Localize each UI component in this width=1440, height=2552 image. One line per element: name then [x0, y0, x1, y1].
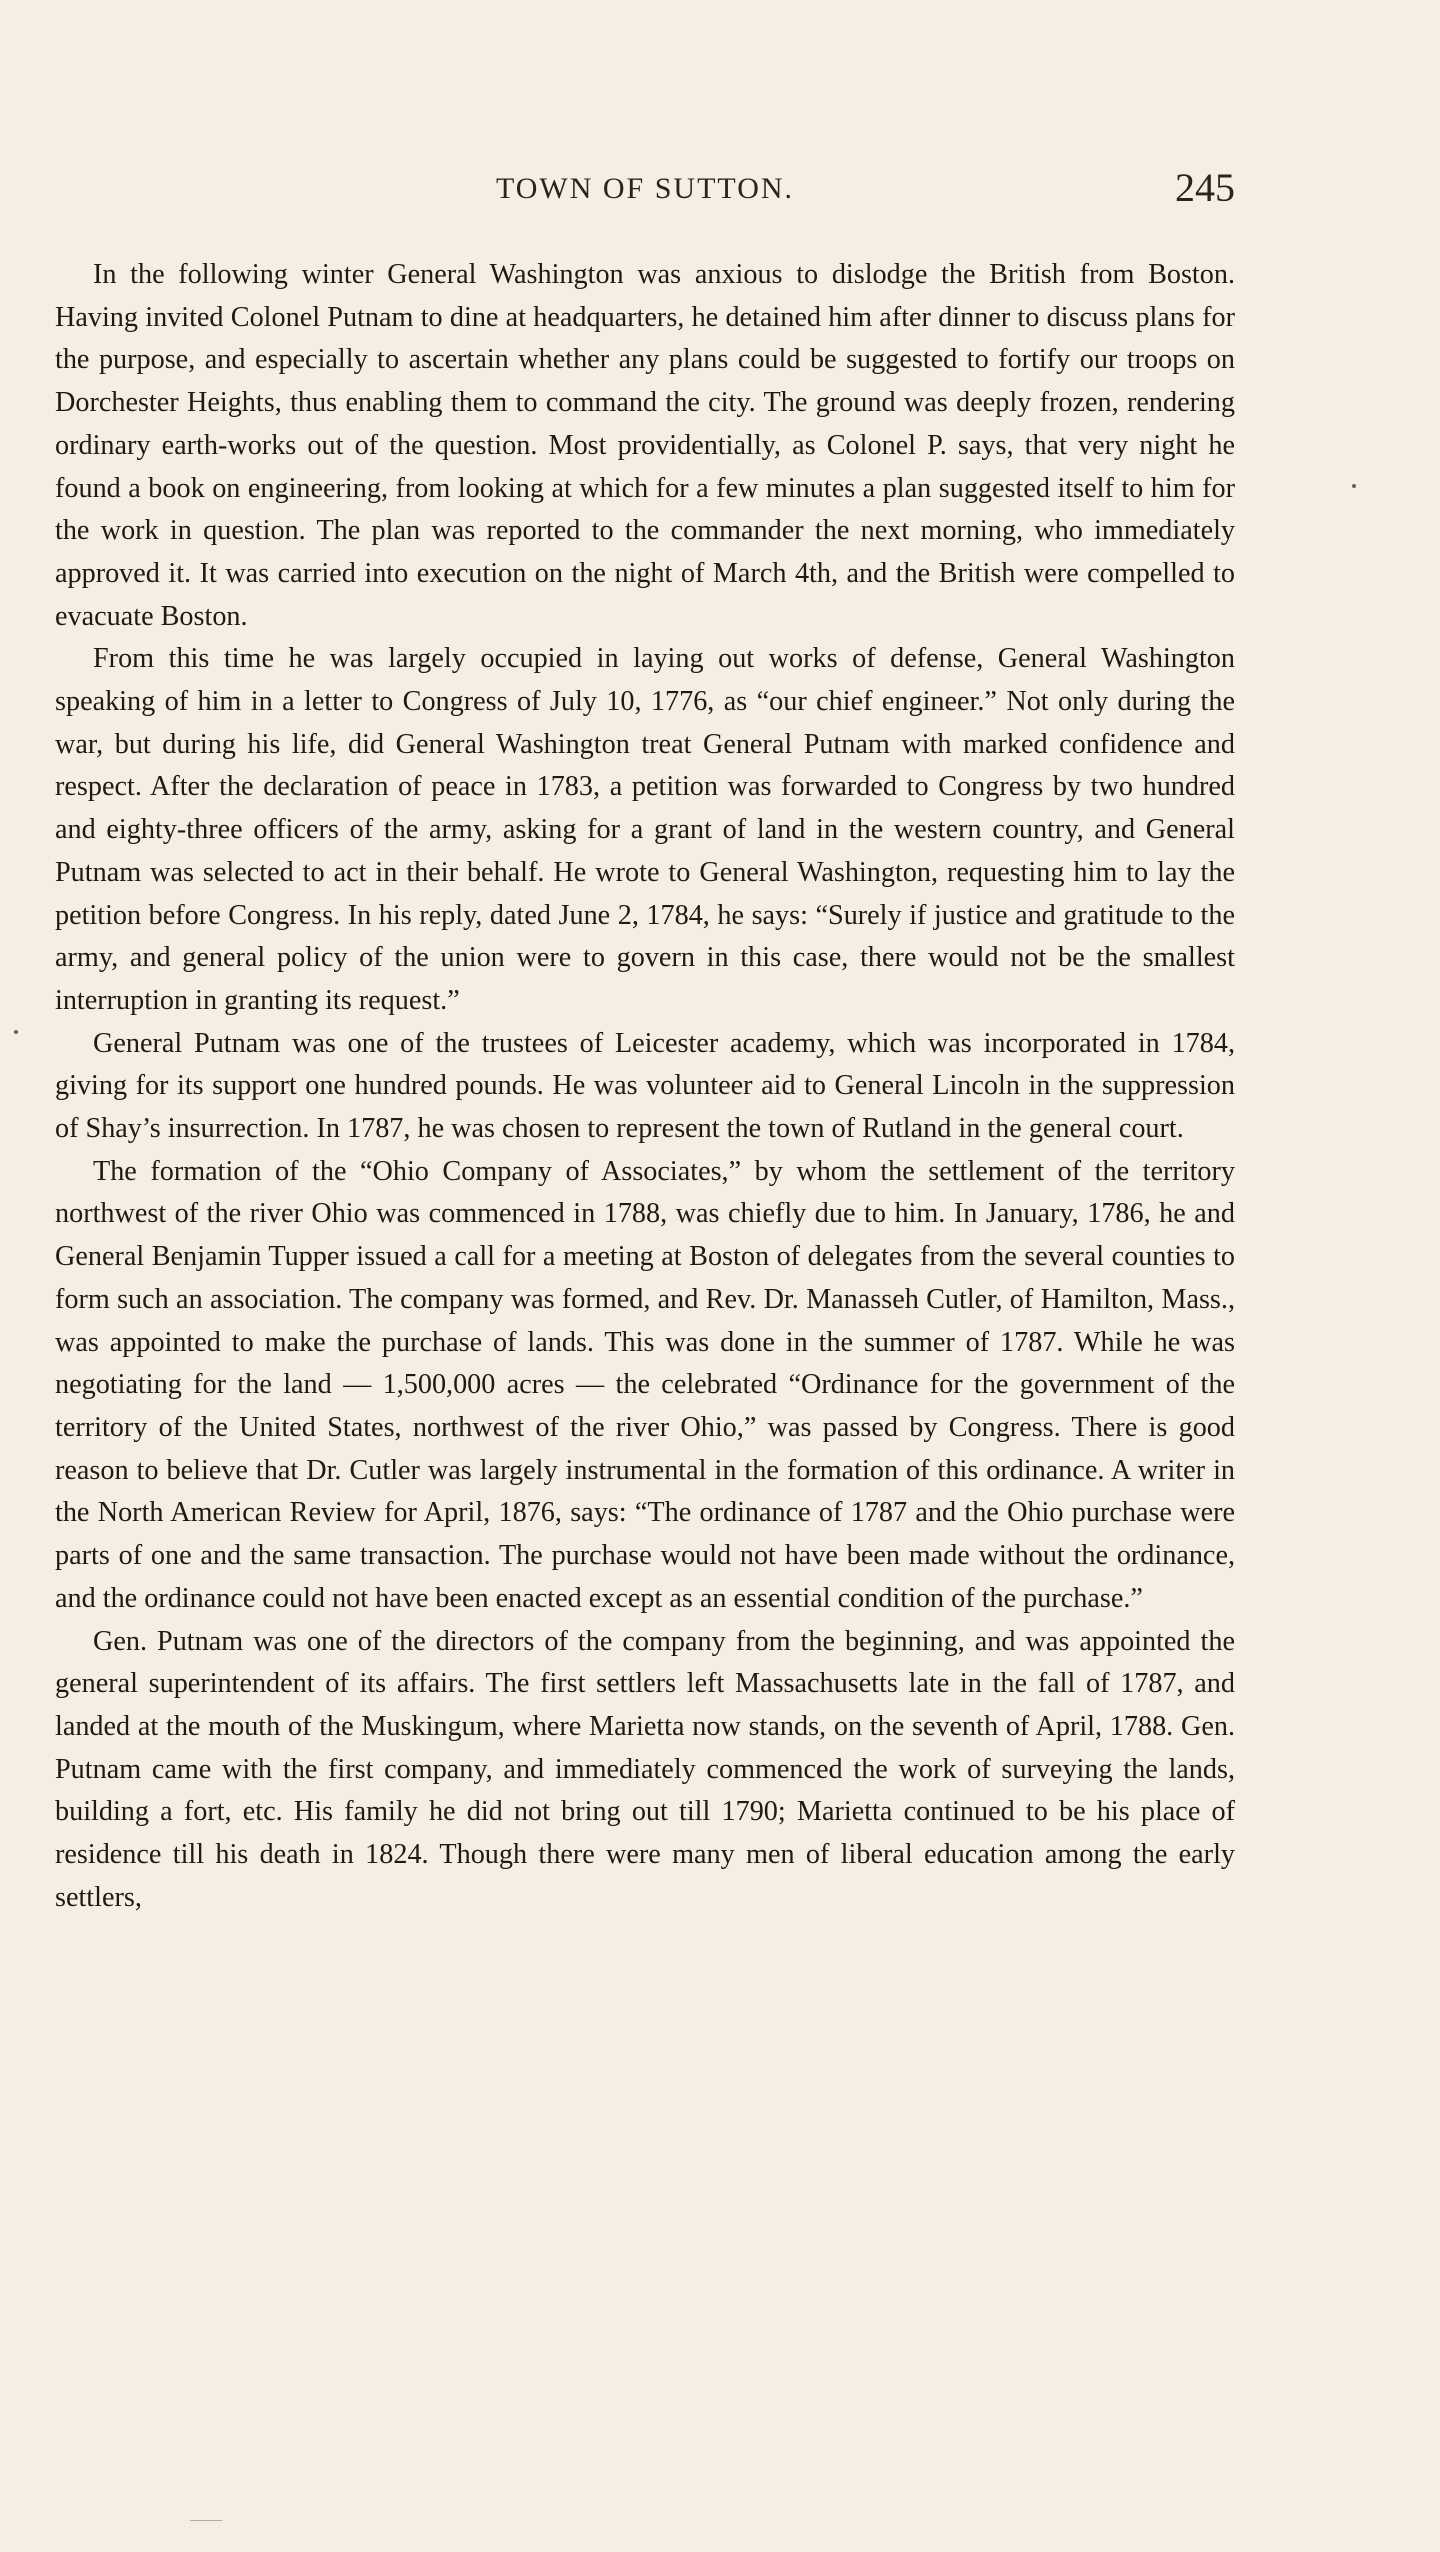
page-number: 245 [1175, 165, 1235, 210]
body-text [55, 254, 1235, 1919]
paragraph-2: From this time he was largely occupied in laying out works of defense, General Washington speaking of him in a letter to Congress of July 10, 1776, as “our chief engineer.” Not only during the war, but during his life, did General Washington treat General Putnam with marked confidence and respect. After the declaration of peace in 1783, a petition was forwarded to Congress by two hundred and eighty-three officers of the army, asking for a grant of land in the western country, and General Putnam was selected to act in their behalf. He wrote to General Washington, requesting him to lay the petition before Congress. In his reply, dated June 2, 1784, he says: “Surely if justice and gratitude to the army, and general policy of the union were to govern in this case, there would not be the smallest interruption in granting its request.” [55, 643, 1235, 1016]
margin-speck [1352, 484, 1356, 488]
footer-rule [190, 2520, 222, 2521]
margin-speck [14, 1030, 18, 1034]
paragraph-1: In the following winter General Washington was anxious to dislodge the British from Boston. Having invited Colonel Putnam to dine at headquarters, he detained him after dinner to discuss plans for the purpose, and especially to ascertain whether any plans could be suggested to fortify our troops on Dorchester Heights, thus enabling them to command the city. The ground was deeply frozen, rendering ordinary earth-works out of the question. Most providentially, as Colonel P. says, that very night he found a book on engineering, from looking at which for a few minutes a plan suggested itself to him for the work in question. The plan was reported to the commander the next morning, who immediately approved it. It was carried into execution on the night of March 4th, and the British were compelled to evacuate Boston. [55, 259, 1235, 632]
paragraph-5: Gen. Putnam was one of the directors of the company from the beginning, and was appointed the general superintendent of its affairs. The first settlers left Massachusetts late in the fall of 1787, and landed at the mouth of the Muskingum, where Marietta now stands, on the seventh of April, 1788. Gen. Putnam came with the first company, and immediately commenced the work of surveying the lands, building a fort, etc. His family he did not bring out till 1790; Marietta continued to be his place of residence till his death in 1824. Though there were many men of liberal education among the early settlers, [55, 1625, 1235, 1913]
running-title: TOWN OF SUTTON. [495, 172, 795, 205]
paragraph-4: The formation of the “Ohio Company of Associates,” by whom the settlement of the territory northwest of the river Ohio was commenced in 1788, was chiefly due to him. In January, 1786, he and General Benjamin Tupper issued a call for a meeting at Boston of delegates from the several counties to form such an association. The company was formed, and Rev. Dr. Manasseh Cutler, of Hamilton, Mass., was appointed to make the purchase of lands. This was done in the summer of 1787. While he was negotiating for the land — 1,500,000 acres — the celebrated “Ordinance for the government of the territory of the United States, northwest of the river Ohio,” was passed by Congress. There is good reason to believe that Dr. Cutler was largely instrumental in the formation of this ordinance. A writer in the North American Review for April, 1876, says: “The ordinance of 1787 and the Ohio purchase were parts of one and the same transaction. The purchase would not have been made without the ordinance, and the ordinance could not have been enacted except as an essential condition of the purchase.” [55, 1155, 1235, 1614]
paragraph-3: General Putnam was one of the trustees of Leicester academy, which was incorporated in 1784, giving for its support one hundred pounds. He was volunteer aid to General Lincoln in the suppression of Shay’s insurrection. In 1787, he was chosen to represent the town of Rutland in the general court. [55, 1027, 1235, 1145]
